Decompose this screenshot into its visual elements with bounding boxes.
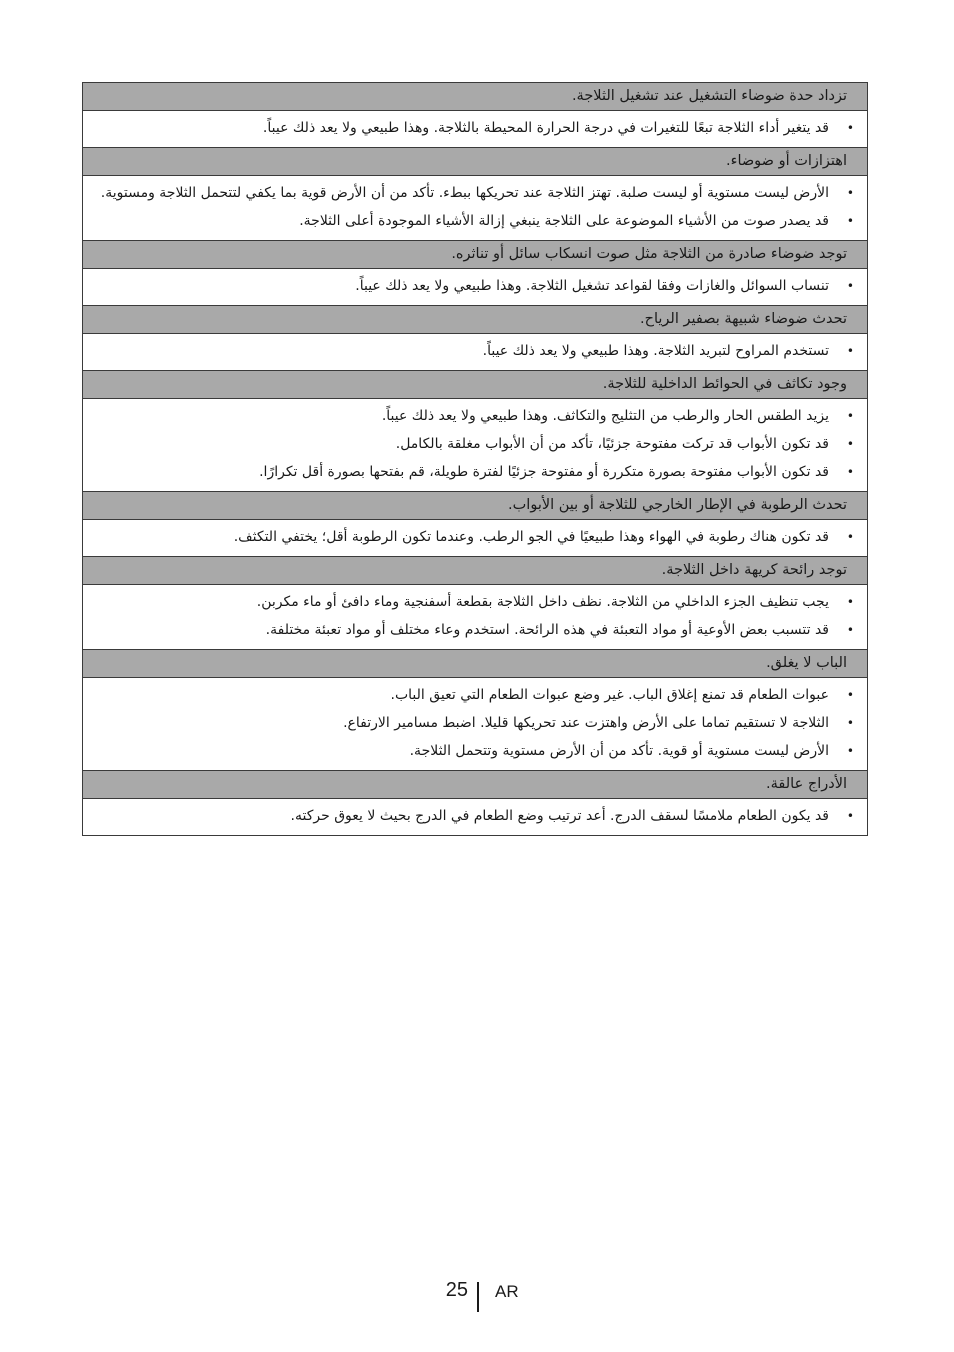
section-body bbox=[83, 678, 867, 771]
section-body bbox=[83, 585, 867, 650]
section-header: تزداد حدة ضوضاء التشغيل عند تشغيل الثلاجة. bbox=[83, 83, 867, 111]
list-item bbox=[83, 404, 867, 428]
bullet-icon: • bbox=[846, 530, 854, 544]
list-item bbox=[83, 432, 867, 456]
list-item-text: قد يتغير أداء الثلاجة تبعًا للتغيرات في درجة الحرارة المحيطة بالثلاجة. وهذا طبيعي ولا يعد ذلك عيباً. bbox=[262, 120, 829, 136]
section-header: توجد ضوضاء صادرة من الثلاجة مثل صوت انسكاب سائل أو تناثره. bbox=[83, 241, 867, 269]
list-item bbox=[83, 711, 867, 735]
section-header: تحدث الرطوبة في الإطار الخارجي للثلاجة أو بين الأبواب. bbox=[83, 492, 867, 520]
list-item-text: قد تكون هناك رطوبة في الهواء وهذا طبيعيًا في الجو الرطب. وعندما تكون الرطوبة أقل؛ يختفي التكثف. bbox=[233, 529, 829, 545]
list-item bbox=[83, 590, 867, 614]
section-header: اهتزازات أو ضوضاء. bbox=[83, 148, 867, 176]
list-item bbox=[83, 460, 867, 484]
bullet-icon: • bbox=[846, 437, 854, 451]
list-item-text: الثلاجة لا تستقيم تماما على الأرض واهتزت عند تحريكها قليلا. اضبط مسامير الارتفاع. bbox=[343, 715, 829, 731]
list-item bbox=[83, 739, 867, 763]
language-code: AR bbox=[495, 1282, 519, 1301]
section-header: تحدث ضوضاء شبيهة بصفير الرياح. bbox=[83, 306, 867, 334]
bullet-icon: • bbox=[846, 279, 854, 293]
list-item bbox=[83, 525, 867, 549]
list-item-text: الأرض ليست مستوية أو قوية. تأكد من أن الأرض مستوية وتتحمل الثلاجة. bbox=[409, 743, 829, 759]
section-body bbox=[83, 520, 867, 557]
troubleshooting-table bbox=[82, 82, 868, 836]
page-footer bbox=[0, 1276, 954, 1312]
section-body bbox=[83, 399, 867, 492]
list-item-text: قد تكون الأبواب قد تركت مفتوحة جزئيًا، تأكد من أن الأبواب مغلقة بالكامل. bbox=[395, 436, 829, 452]
list-item-text: تنساب السوائل والغازات وفقا لقواعد تشغيل الثلاجة. وهذا طبيعي ولا يعد ذلك عيباً. bbox=[355, 278, 829, 294]
section-body bbox=[83, 799, 867, 835]
bullet-icon: • bbox=[846, 716, 854, 730]
section-header: وجود تكاثف في الحوائط الداخلية للثلاجة. bbox=[83, 371, 867, 399]
list-item bbox=[83, 274, 867, 298]
bullet-icon: • bbox=[846, 809, 854, 823]
section-body bbox=[83, 111, 867, 148]
section-body bbox=[83, 269, 867, 306]
bullet-icon: • bbox=[846, 214, 854, 228]
list-item-text: قد يكون الطعام ملامسًا لسقف الدرج. أعد ترتيب وضع الطعام في الدرج بحيث لا يعوق حركته. bbox=[290, 808, 829, 824]
bullet-icon: • bbox=[846, 121, 854, 135]
bullet-icon: • bbox=[846, 465, 854, 479]
list-item bbox=[83, 618, 867, 642]
list-item-text: يجب تنظيف الجزء الداخلي من الثلاجة. نظف داخل الثلاجة بقطعة أسفنجية وماء دافئ أو ماء مكربن. bbox=[256, 594, 829, 610]
bullet-icon: • bbox=[846, 623, 854, 637]
list-item-text: تستخدم المراوح لتبريد الثلاجة. وهذا طبيعي ولا يعد ذلك عيباً. bbox=[482, 343, 829, 359]
bullet-icon: • bbox=[846, 744, 854, 758]
list-item bbox=[83, 339, 867, 363]
list-item bbox=[83, 181, 867, 205]
section-header: توجد رائحة كريهة داخل الثلاجة. bbox=[83, 557, 867, 585]
section-header: الباب لا يغلق. bbox=[83, 650, 867, 678]
list-item-text: يزيد الطقس الحار والرطب من التثليج والتكاثف. وهذا طبيعي ولا يعد ذلك عيباً. bbox=[381, 408, 829, 424]
list-item-text: عبوات الطعام قد تمنع إغلاق الباب. غير وضع عبوات الطعام التي تعيق الباب. bbox=[390, 687, 829, 703]
footer-divider bbox=[477, 1282, 479, 1312]
list-item bbox=[83, 804, 867, 828]
section-header: الأدراج عالقة. bbox=[83, 771, 867, 799]
bullet-icon: • bbox=[846, 595, 854, 609]
bullet-icon: • bbox=[846, 344, 854, 358]
list-item-text: قد تتسبب بعض الأوعية أو مواد التعبئة في هذه الرائحة. استخدم وعاء مختلف أو مواد تعبئة مختلفة. bbox=[265, 622, 829, 638]
list-item-text: قد يصدر صوت من الأشياء الموضوعة على الثلاجة ينبغي إزالة الأشياء الموجودة أعلى الثلاجة. bbox=[299, 213, 829, 229]
page-number: 25 bbox=[445, 1279, 468, 1301]
list-item-text: قد تكون الأبواب مفتوحة بصورة متكررة أو مفتوحة جزئيًا لفترة طويلة، قم بفتحها بصورة أقل تكرارًا. bbox=[259, 464, 829, 480]
list-item bbox=[83, 116, 867, 140]
bullet-icon: • bbox=[846, 688, 854, 702]
bullet-icon: • bbox=[846, 186, 854, 200]
list-item-text: الأرض ليست مستوية أو ليست صلبة. تهتز الثلاجة عند تحريكها ببطء. تأكد من أن الأرض قوية بما يكفي لتتحمل الثلاجة ومستوية. bbox=[100, 185, 829, 201]
section-body bbox=[83, 176, 867, 241]
section-body bbox=[83, 334, 867, 371]
list-item bbox=[83, 683, 867, 707]
list-item bbox=[83, 209, 867, 233]
bullet-icon: • bbox=[846, 409, 854, 423]
